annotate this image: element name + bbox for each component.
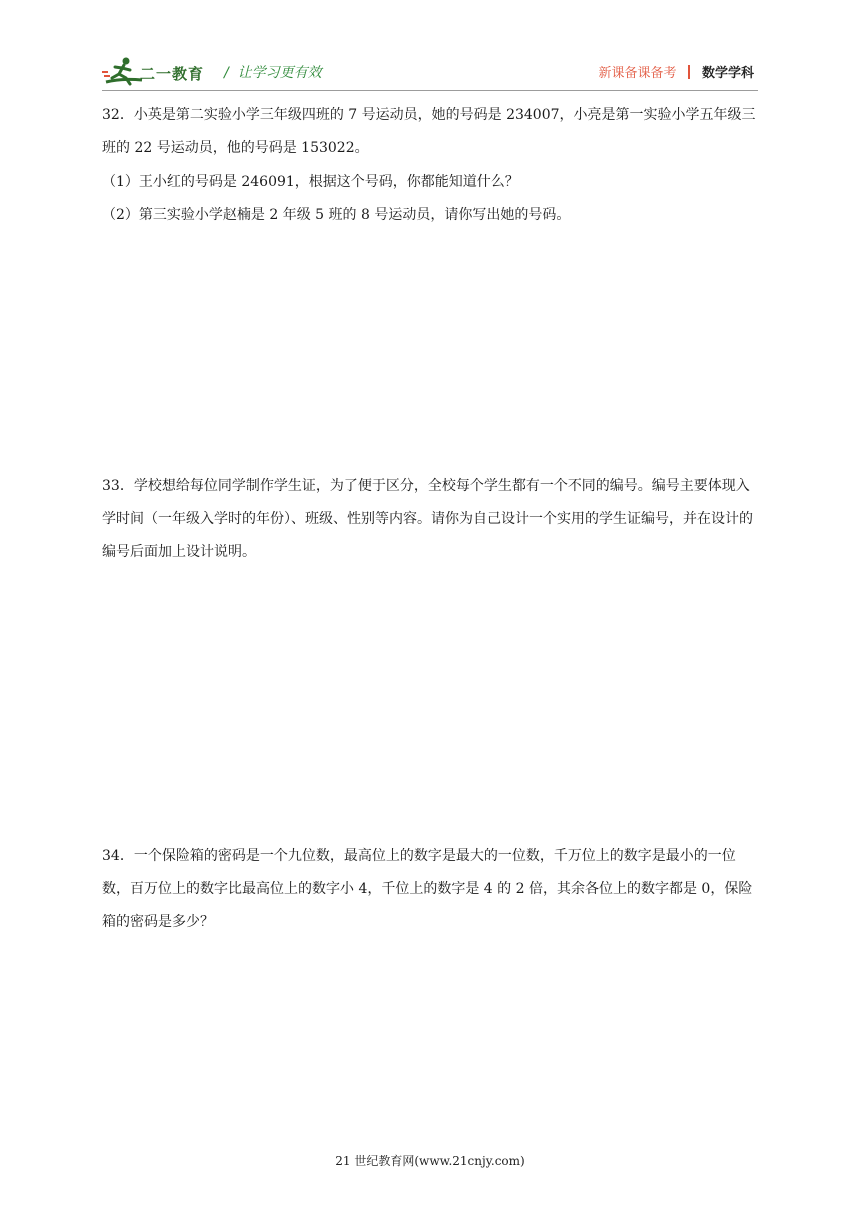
logo-text: 二一教育 bbox=[140, 65, 205, 83]
header-subject-label: 数学学科 bbox=[701, 66, 754, 81]
question-33 bbox=[102, 470, 762, 569]
question-33-text: 33．学校想给每位同学制作学生证，为了便于区分，全校每个学生都有一个不同的编号。编号主要体现入学时间（一年级入学时的年份）、班级、性别等内容。请你为自己设计一个实用的学生证编号，并在设计的编号后面加上设计说明。 bbox=[102, 478, 753, 560]
question-32-sub-1: （1）王小红的号码是 246091，根据这个号码，你都能知道什么？ bbox=[102, 174, 519, 190]
header-separator bbox=[688, 65, 690, 79]
header-right bbox=[598, 62, 754, 81]
question-34-text: 34．一个保险箱的密码是一个九位数，最高位上的数字是最大的一位数，千万位上的数字是最小的一位数，百万位上的数字比最高位上的数字小 4，千位上的数字是 4 的 2 倍，其余各位上的数字都是 0，保险箱的密码是多少？ bbox=[102, 848, 753, 930]
header-rule bbox=[102, 90, 758, 91]
question-34 bbox=[102, 840, 762, 939]
question-32-text: 32．小英是第二实验小学三年级四班的 7 号运动员，她的号码是 234007，小亮是第一实验小学五年级三班的 22 号运动员，他的号码是 153022。 bbox=[102, 107, 756, 156]
header-course-label: 新课备课备考 bbox=[598, 66, 677, 81]
page-header bbox=[0, 0, 860, 92]
question-32-sub-2: （2）第三实验小学赵楠是 2 年级 5 班的 8 号运动员，请你写出她的号码。 bbox=[102, 207, 571, 223]
question-32 bbox=[102, 99, 762, 165]
page-footer: 21 世纪教育网(www.21cnjy.com) bbox=[335, 1154, 525, 1168]
slogan: / 让学习更有效 bbox=[224, 65, 322, 81]
